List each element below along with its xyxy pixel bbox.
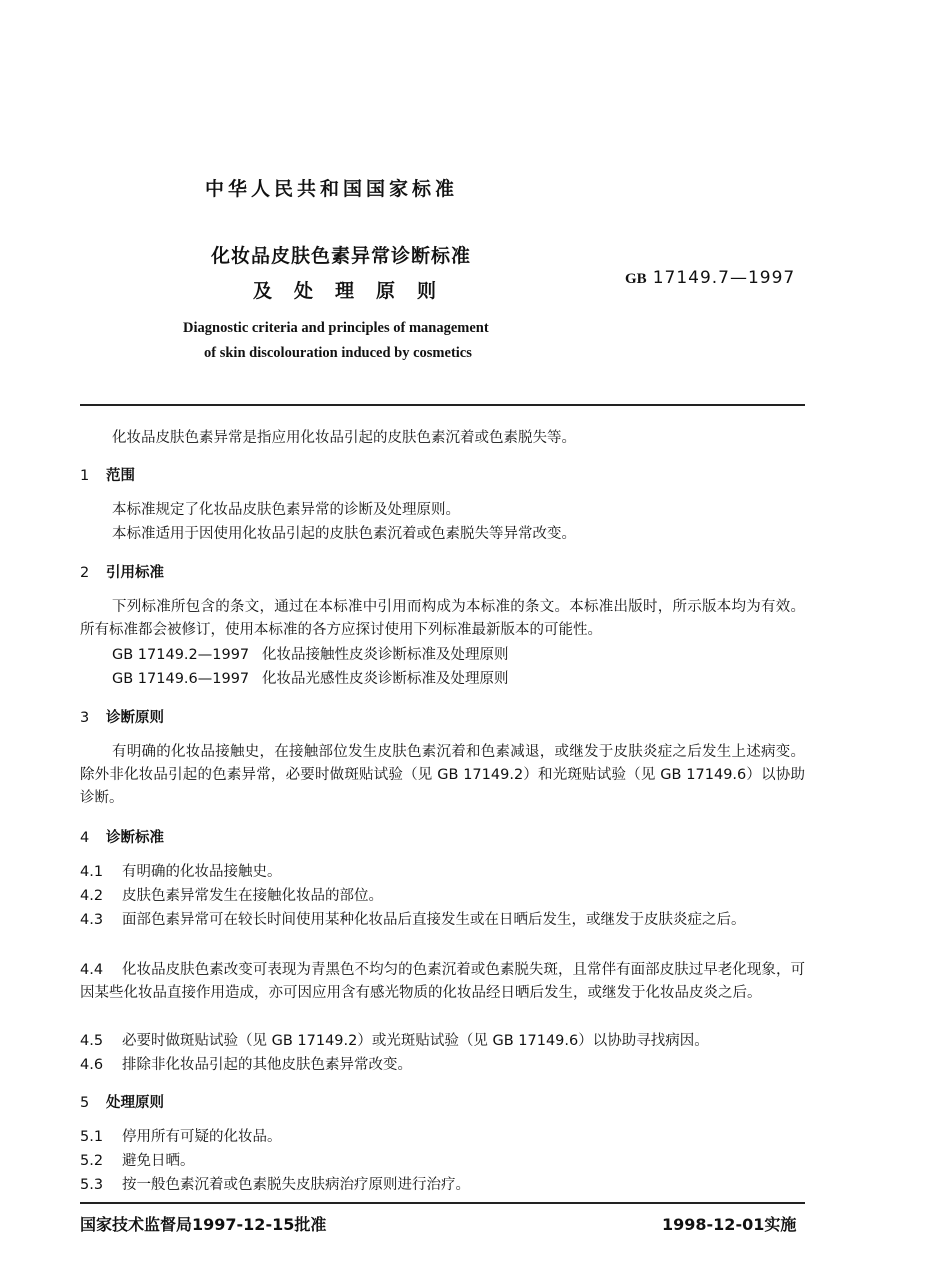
section-number: 4 <box>80 830 90 846</box>
item-number: 4.1 <box>80 864 104 880</box>
criteria-item <box>80 1030 805 1053</box>
reference-code: GB 17149.6—1997 <box>112 671 250 687</box>
reference-item <box>112 668 802 691</box>
item-text: 面部色素异常可在较长时间使用某种化妆品后直接发生或在日晒后发生，或继发于皮肤炎症之后。 <box>122 912 746 928</box>
criteria-item <box>80 909 805 932</box>
section-title: 诊断标准 <box>106 830 164 846</box>
section-number: 2 <box>80 565 90 581</box>
item-number: 4.6 <box>80 1057 104 1073</box>
section-title: 诊断原则 <box>106 710 164 726</box>
section-3-paragraph: 有明确的化妆品接触史，在接触部位发生皮肤色素沉着和色素减退，或继发于皮肤炎症之后发生上述病变。除外非化妆品引起的色素异常，必要时做斑贴试验（见 GB 17149.2）和光斑贴试验（见 GB 17149.6）以协助诊断。 <box>80 744 805 806</box>
section-1-paragraph-1: 本标准规定了化妆品皮肤色素异常的诊断及处理原则。 <box>112 502 460 518</box>
criteria-item <box>80 885 805 908</box>
section-title: 引用标准 <box>106 565 164 581</box>
standard-prefix: GB <box>625 271 647 287</box>
item-number: 4.4 <box>80 962 104 978</box>
management-item <box>80 1174 805 1197</box>
english-title-line1: Diagnostic criteria and principles of management <box>183 320 489 336</box>
section-1-heading <box>80 464 135 485</box>
implementation-date: 1998-12-01实施 <box>662 1215 797 1234</box>
section-3-heading <box>80 706 164 727</box>
item-number: 4.2 <box>80 888 104 904</box>
item-number: 5.1 <box>80 1129 104 1145</box>
national-standard-label: 中华人民共和国国家标准 <box>205 178 459 200</box>
section-number: 3 <box>80 710 90 726</box>
item-text: 排除非化妆品引起的其他皮肤色素异常改变。 <box>122 1057 412 1073</box>
section-number: 5 <box>80 1095 90 1111</box>
reference-code: GB 17149.2—1997 <box>112 647 250 663</box>
item-text: 必要时做斑贴试验（见 GB 17149.2）或光斑贴试验（见 GB 17149.6）以协助寻找病因。 <box>122 1033 709 1049</box>
management-item <box>80 1150 805 1173</box>
approval-date: 国家技术监督局1997-12-15批准 <box>80 1215 327 1234</box>
item-text: 化妆品皮肤色素改变可表现为青黑色不均匀的色素沉着或色素脱失斑，且常伴有面部皮肤过早老化现象，可因某些化妆品直接作用造成，亦可因应用含有感光物质的化妆品经日晒后发生，或继发于化妆品皮炎之后。 <box>80 962 805 1001</box>
document-title-line1: 化妆品皮肤色素异常诊断标准 <box>211 245 472 267</box>
reference-item <box>112 644 802 667</box>
section-number: 1 <box>80 468 90 484</box>
section-2-heading <box>80 561 164 582</box>
criteria-item <box>80 959 805 1005</box>
item-number: 4.5 <box>80 1033 104 1049</box>
section-title: 处理原则 <box>106 1095 164 1111</box>
item-text: 停用所有可疑的化妆品。 <box>122 1129 282 1145</box>
english-title-line2: of skin discolouration induced by cosmetics <box>204 345 472 361</box>
item-number: 5.3 <box>80 1177 104 1193</box>
item-text: 皮肤色素异常发生在接触化妆品的部位。 <box>122 888 383 904</box>
management-item <box>80 1126 805 1149</box>
document-title-line2: 及处理原则 <box>253 280 459 302</box>
section-2-paragraph: 下列标准所包含的条文，通过在本标准中引用而构成为本标准的条文。本标准出版时，所示版本均为有效。所有标准都会被修订，使用本标准的各方应探讨使用下列标准最新版本的可能性。 <box>80 599 805 638</box>
standard-number <box>625 268 795 288</box>
item-text: 按一般色素沉着或色素脱失皮肤病治疗原则进行治疗。 <box>122 1177 470 1193</box>
section-1-paragraph-2: 本标准适用于因使用化妆品引起的皮肤色素沉着或色素脱失等异常改变。 <box>112 526 576 542</box>
section-5-heading <box>80 1091 164 1112</box>
criteria-item <box>80 861 805 884</box>
item-number: 4.3 <box>80 912 104 928</box>
item-number: 5.2 <box>80 1153 104 1169</box>
header-divider <box>80 404 805 406</box>
reference-title: 化妆品接触性皮炎诊断标准及处理原则 <box>262 647 509 663</box>
section-title: 范围 <box>106 468 135 484</box>
item-text: 避免日晒。 <box>122 1153 195 1169</box>
reference-title: 化妆品光感性皮炎诊断标准及处理原则 <box>262 671 509 687</box>
standard-number-value: 17149.7—1997 <box>652 268 796 288</box>
intro-paragraph: 化妆品皮肤色素异常是指应用化妆品引起的皮肤色素沉着或色素脱失等。 <box>112 430 576 446</box>
footer-divider <box>80 1202 805 1204</box>
criteria-item <box>80 1054 805 1077</box>
item-text: 有明确的化妆品接触史。 <box>122 864 282 880</box>
section-4-heading <box>80 826 164 847</box>
